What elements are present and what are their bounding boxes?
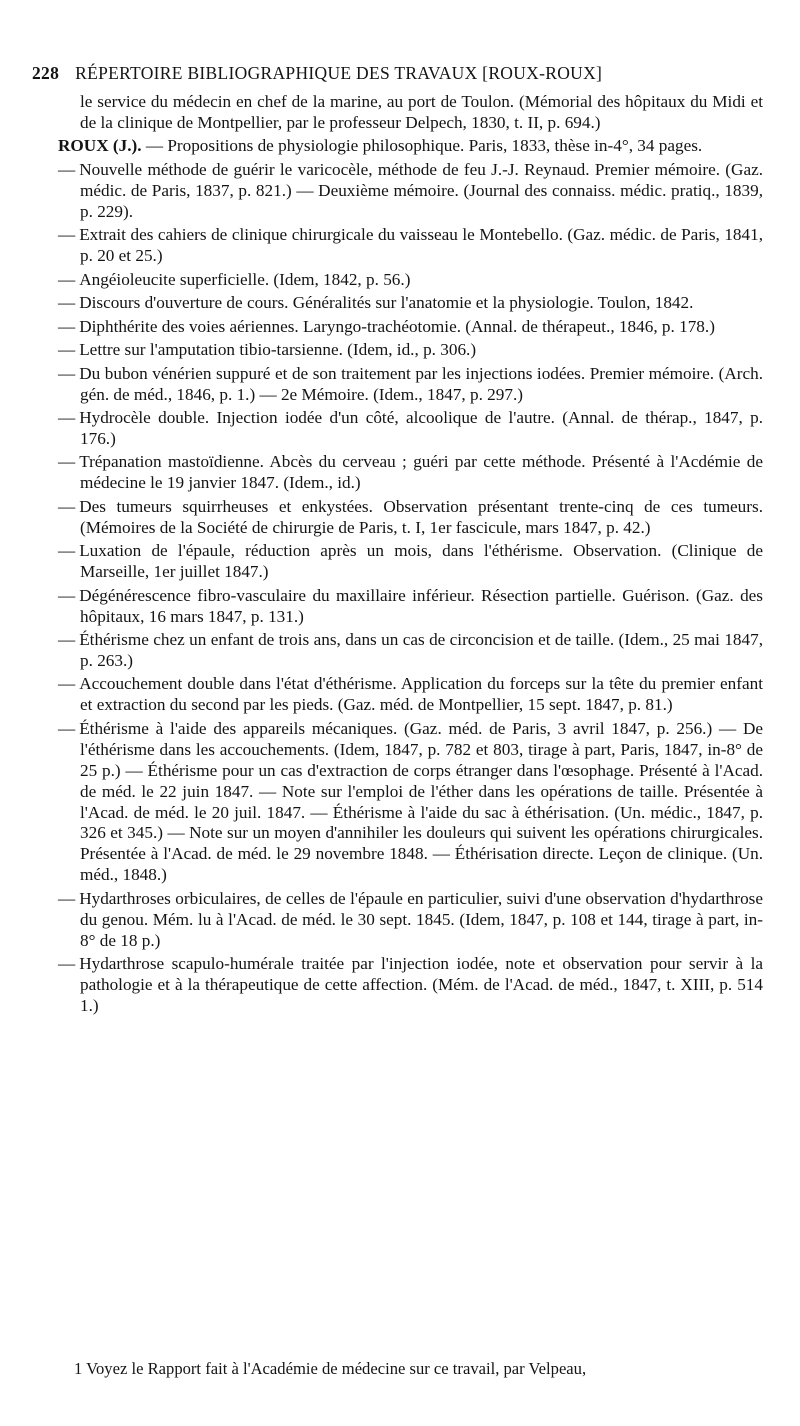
bibliography-entry xyxy=(58,497,763,539)
bibliography-entry xyxy=(58,293,763,314)
entry-text: — Propositions de physiologie philosophique. Paris, 1833, thèse in-4°, 34 pages. xyxy=(141,136,703,156)
entry-dash: — xyxy=(58,541,76,561)
entry-text: Discours d'ouverture de cours. Généralités sur l'anatomie et la physiologie. Toulon, 1842. xyxy=(79,293,694,313)
entry-text: Hydarthrose scapulo-humérale traitée par l'injection iodée, note et observation pour servir à la pathologie et à la thérapeutique de cette affection. (Mém. de l'Acad. de méd., 1847, t. XIII, p. 514 1.) xyxy=(79,954,763,1015)
entry-text: Luxation de l'épaule, réduction après un mois, dans l'éthérisme. Observation. (Clinique de Marseille, 1er juillet 1847.) xyxy=(79,541,763,582)
entry-dash: — xyxy=(58,408,76,428)
page-number: 228 xyxy=(32,63,60,83)
bibliography-entry xyxy=(58,586,763,628)
bibliography-entry xyxy=(58,630,763,672)
bibliography-entry xyxy=(58,92,763,134)
bibliography-body xyxy=(58,92,763,1019)
bibliography-entry xyxy=(58,408,763,450)
author-name: ROUX (J.). xyxy=(58,136,142,156)
entry-text: Hydrocèle double. Injection iodée d'un côté, alcoolique de l'autre. (Annal. de thérap., 1847, p. 176.) xyxy=(79,408,763,448)
page-header xyxy=(32,63,760,84)
bibliography-entry xyxy=(58,889,763,952)
entry-text: Trépanation mastoïdienne. Abcès du cerveau ; guéri par cette méthode. Présenté à l'Acdémie de médecine le 19 janvier 1847. (Idem., id.) xyxy=(79,452,763,493)
bibliography-entry xyxy=(58,674,763,716)
bibliography-entry xyxy=(58,317,763,338)
entry-text: Accouchement double dans l'état d'éthérisme. Application du forceps sur la tête du premier enfant et extraction du second par les pieds. (Gaz. méd. de Montpellier, 15 sept. 1847, p. 81.) xyxy=(79,674,763,715)
entry-dash: — xyxy=(58,159,76,179)
bibliography-entry xyxy=(58,364,763,406)
bibliography-entry xyxy=(58,954,763,1017)
entry-text: Dégénérescence fibro-vasculaire du maxillaire inférieur. Résection partielle. Guérison. (Gaz. des hôpitaux, 16 mars 1847, p. 131.) xyxy=(79,585,763,626)
entry-dash: — xyxy=(58,674,76,694)
bibliography-entry xyxy=(58,160,763,223)
entry-text: Éthérisme chez un enfant de trois ans, dans un cas de circoncision et de taille. (Idem., 25 mai 1847, p. 263.) xyxy=(79,630,763,670)
entry-text: Extrait des cahiers de clinique chirurgicale du vaisseau le Montebello. (Gaz. médic. de Paris, 1841, p. 20 et 25.) xyxy=(79,225,763,266)
footnote: 1 Voyez le Rapport fait à l'Académie de médecine sur ce travail, par Velpeau, xyxy=(74,1359,587,1378)
bibliography-entry xyxy=(58,340,763,361)
entry-text: le service du médecin en chef de la marine, au port de Toulon. (Mémorial des hôpitaux du Midi et de la clinique de Montpellier, par le professeur Delpech, 1830, t. II, p. 694.) xyxy=(80,92,763,132)
entry-text: Éthérisme à l'aide des appareils mécaniques. (Gaz. méd. de Paris, 3 avril 1847, p. 256.) — De l'éthérisme dans les accouchements. (Idem, 1847, p. 782 et 803, tirage à part, Paris, 1847, in-8° de 25 p.) — Éthérisme pour un cas d'extraction de corps étranger dans l'œsophage. Présenté à l'Acad. de méd. le 22 juin 1847. — Note sur l'emploi de l'éther dans les opérations de taille. Présentée à l'Acad. de méd. le 20 juil. 1847. — Éthérisme à l'aide du sac à éthérisation. (Un. médic., 1847, p. 326 et 345.) — Note sur un moyen d'annihiler les douleurs qui suivent les opérations chirurgicales. Présentée à l'Acad. de méd. le 29 novembre 1848. — Éthérisation directe. Leçon de clinique. (Un. méd., 1848.) xyxy=(79,718,763,885)
running-title: RÉPERTOIRE BIBLIOGRAPHIQUE DES TRAVAUX [ROUX-ROUX] xyxy=(75,63,603,83)
entry-dash: — xyxy=(58,585,76,605)
entry-text: Nouvelle méthode de guérir le varicocèle, méthode de feu J.-J. Reynaud. Premier mémoire. (Gaz. médic. de Paris, 1837, p. 821.) — Deuxième mémoire. (Journal des connaiss. médic. pratiq., 1839, p. 229). xyxy=(79,159,763,221)
entry-dash: — xyxy=(58,630,76,650)
entry-dash: — xyxy=(58,363,76,383)
entry-dash: — xyxy=(58,316,76,336)
entry-dash: — xyxy=(58,340,76,360)
entry-dash: — xyxy=(58,718,76,738)
entry-text: Lettre sur l'amputation tibio-tarsienne. (Idem, id., p. 306.) xyxy=(79,340,477,360)
entry-dash: — xyxy=(58,293,76,313)
entry-text: Angéioleucite superficielle. (Idem, 1842, p. 56.) xyxy=(79,269,411,289)
bibliography-entry xyxy=(58,719,763,886)
entry-dash: — xyxy=(58,888,76,908)
entry-dash: — xyxy=(58,452,76,472)
entry-text: Diphthérite des voies aériennes. Laryngo-trachéotomie. (Annal. de thérapeut., 1846, p. 178.) xyxy=(79,316,715,336)
entry-dash: — xyxy=(58,496,76,516)
entry-dash: — xyxy=(58,954,76,974)
entry-dash: — xyxy=(58,269,76,289)
bibliography-entry xyxy=(58,225,763,267)
bibliography-entry xyxy=(58,541,763,583)
entry-text: Des tumeurs squirrheuses et enkystées. Observation présentant trente-cinq de ces tumeurs. (Mémoires de la Société de chirurgie de Paris, t. I, 1er fascicule, mars 1847, p. 42.) xyxy=(79,496,763,537)
entry-dash: — xyxy=(58,225,76,245)
bibliography-entry xyxy=(58,136,763,157)
bibliography-entry xyxy=(58,270,763,291)
bibliography-entry xyxy=(58,452,763,494)
entry-text: Hydarthroses orbiculaires, de celles de l'épaule en particulier, suivi d'une observation d'hydarthrose du genou. Mém. lu à l'Acad. de méd. le 30 sept. 1845. (Idem, 1847, p. 108 et 144, tirage à part, in-8° de 18 p.) xyxy=(79,888,763,950)
entry-text: Du bubon vénérien suppuré et de son traitement par les injections iodées. Premier mémoire. (Arch. gén. de méd., 1846, p. 1.) — 2e Mémoire. (Idem., 1847, p. 297.) xyxy=(79,363,763,404)
